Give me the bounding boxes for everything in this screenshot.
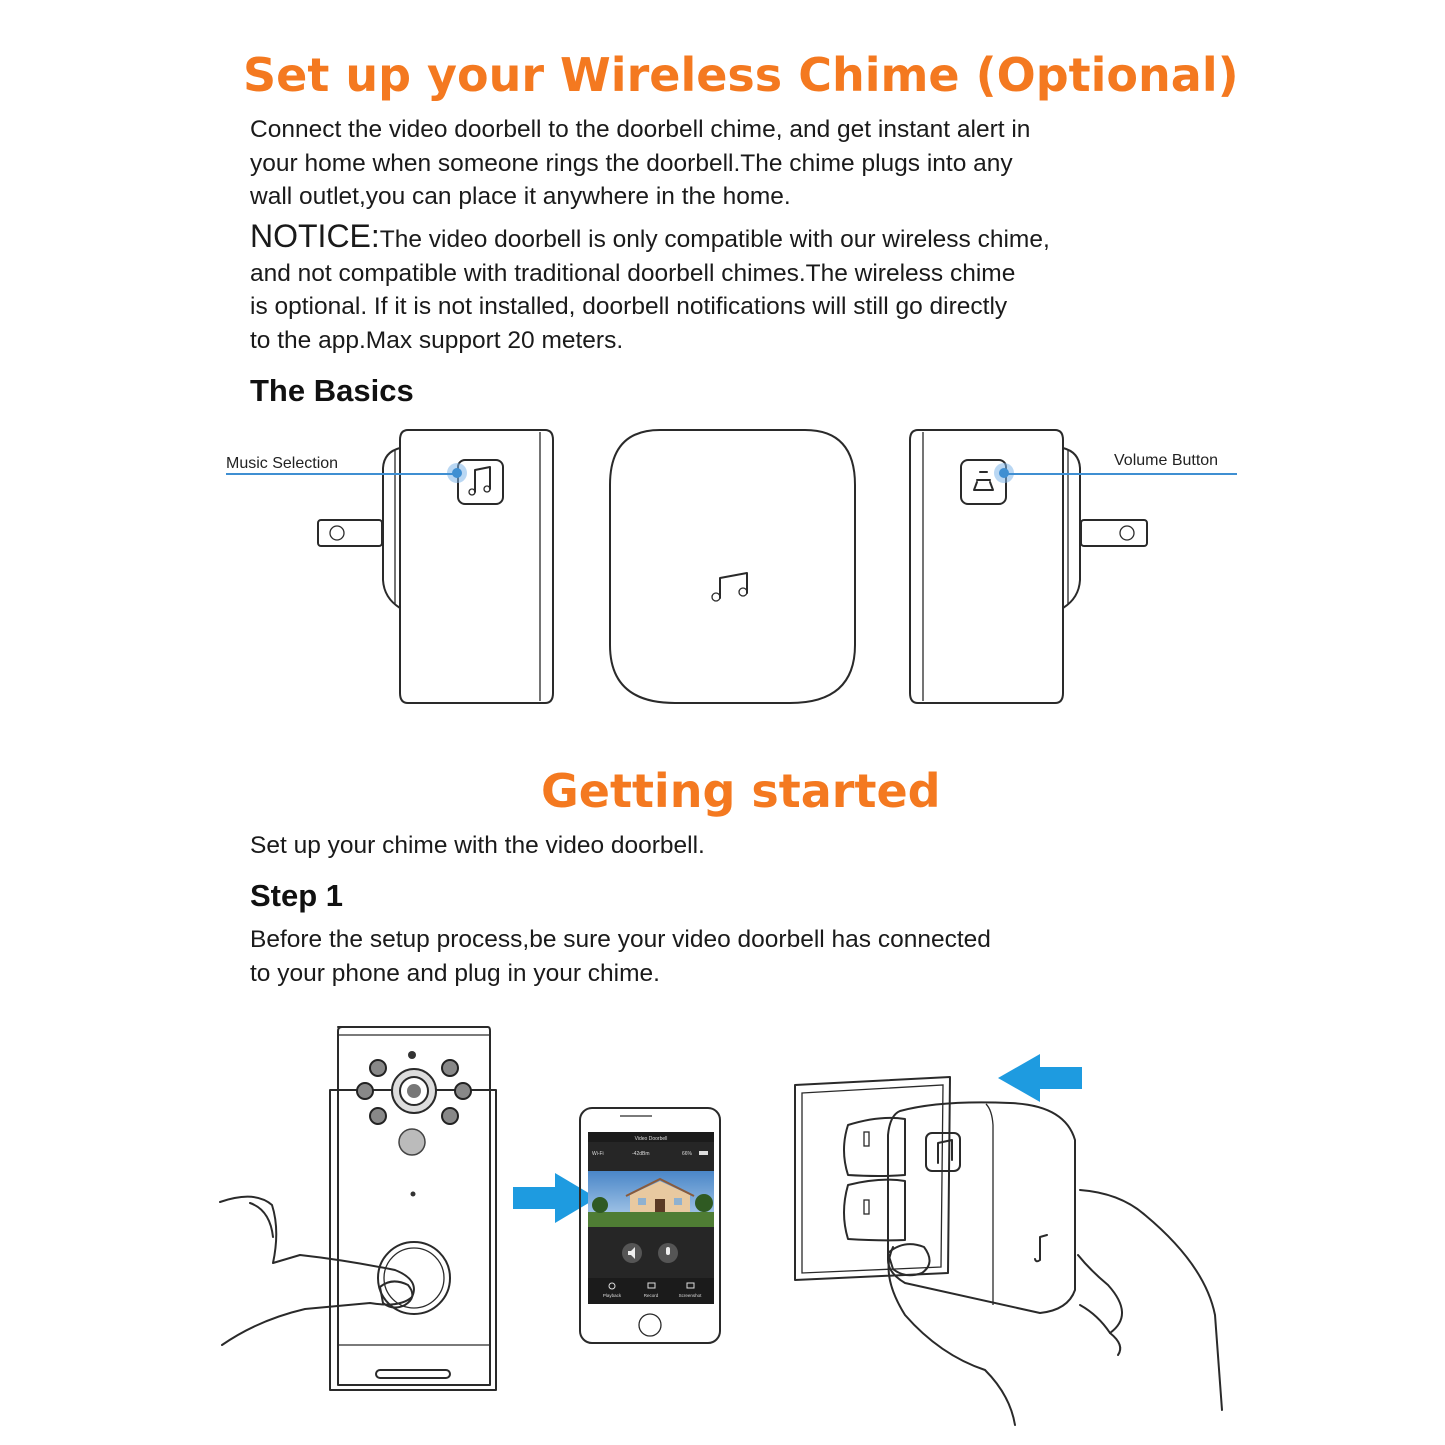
step-paragraph <box>250 923 991 990</box>
notice-paragraph <box>250 220 1050 358</box>
notice-line: is optional. If it is not installed, doorbell notifications will still go directly <box>250 293 1008 321</box>
step-heading: Step 1 <box>250 878 344 913</box>
chime-front-view <box>610 430 855 703</box>
screen-tab-playback: Playback <box>602 1293 622 1298</box>
notice-line: and not compatible with traditional doorbell chimes.The wireless chime <box>250 259 1016 287</box>
getting-started-title: Getting started <box>541 764 941 818</box>
basics-heading: The Basics <box>250 373 414 408</box>
intro-line: your home when someone rings the doorbell.The chime plugs into any <box>250 149 1013 177</box>
getting-started-subtitle <box>250 829 705 863</box>
music-selection-label: Music Selection <box>226 455 339 472</box>
intro-line: wall outlet,you can place it anywhere in the home. <box>250 183 791 211</box>
setup-illustration <box>0 1015 1445 1440</box>
intro-paragraph <box>250 113 1030 214</box>
screen-header-text: Video Doorbell <box>634 1136 668 1142</box>
screen-tab-record: Record <box>643 1293 659 1298</box>
arrow-right-icon <box>513 1173 597 1223</box>
step-line: to your phone and plug in your chime. <box>250 959 660 987</box>
music-note-icon <box>720 573 747 598</box>
arrow-left-icon <box>998 1054 1082 1102</box>
smartphone <box>580 1108 720 1343</box>
subtitle-line: Set up your chime with the video doorbell. <box>250 832 705 859</box>
notice-first-line <box>250 220 1050 257</box>
notice-line: to the app.Max support 20 meters. <box>250 327 624 355</box>
notice-text: The video doorbell is only compatible with our wireless chime, <box>379 226 1050 253</box>
outlet-and-chime <box>795 1077 1222 1425</box>
screen-signal-text: -42dBm <box>632 1151 650 1157</box>
notice-label: NOTICE: <box>250 218 380 254</box>
video-doorbell-device <box>220 1027 496 1390</box>
volume-icon <box>974 472 993 490</box>
volume-button-label: Volume Button <box>1114 452 1219 469</box>
page-title: Set up your Wireless Chime (Optional) <box>243 48 1239 102</box>
intro-line: Connect the video doorbell to the doorbell chime, and get instant alert in <box>250 116 1031 143</box>
screen-tab-screenshot: Screenshot <box>678 1293 702 1298</box>
screen-battery-text: 66% <box>682 1151 693 1157</box>
screen-wifi-text: Wi-Fi <box>592 1151 604 1157</box>
chime-side-view-right <box>910 430 1237 703</box>
chime-basics-illustration <box>0 420 1445 720</box>
step-line: Before the setup process,be sure your video doorbell has connected <box>250 926 991 953</box>
